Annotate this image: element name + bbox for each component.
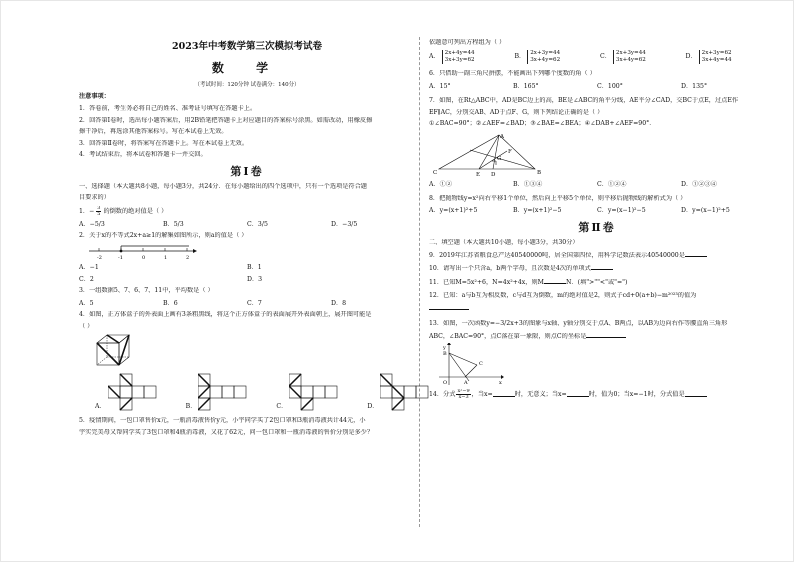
q5-stem-cont: 宇实完美母又帮同学买了3包口罩和4瓶消毒液，又花了62元，问一包口罩和一瓶消毒液的售价分别是多少？ [79, 428, 374, 436]
q5-option-a[interactable]: A． 2x+4y=44 3x+3y=62 [429, 50, 475, 64]
answer-blank[interactable] [567, 392, 589, 397]
net-figure-d [380, 373, 432, 411]
q4-stem: 4．如图，正方体盒子的外表面上画有3条粗黑线，将这个正方体盒子的表面展开外表面朝上，展开图可能是 [79, 311, 372, 319]
notice-title: 注意事项： [79, 93, 110, 101]
net-figure-a [108, 373, 160, 411]
q1-option-b[interactable]: B．5/3 [163, 220, 184, 228]
left-column [79, 37, 415, 437]
q1-options [79, 221, 415, 229]
q7-statements: ①∠BAC=90°；②∠AEF=∠BAD；③∠BAE=∠BEA；④∠DAB+∠AEF=90°． [429, 120, 656, 128]
answer-blank[interactable] [591, 265, 613, 270]
q4-stem-cont: （ ） [79, 322, 94, 330]
q5-stem: 5．疫情期间，一包口罩售价x元，一瓶消毒液售价y元，小宇同学买了2包口罩和3瓶消毒液共计44元，小 [79, 417, 366, 425]
q5-options [429, 50, 765, 64]
notice-item: 4．考试结束后，将本试卷和答题卡一并交回。 [79, 151, 207, 159]
axis-label: x [499, 380, 502, 387]
q5-continued: 依题意可列出方程组为（ ） [429, 39, 506, 46]
equation-system: 2x+3y=62 3x+4y=44 [699, 50, 732, 64]
net-option-d[interactable]: D． [367, 373, 432, 411]
q13-cont: ABC，∠BAC=90°，点C落在第一象限，则点C的坐标是 [429, 333, 765, 341]
point-label: G [497, 155, 502, 162]
section2-heading: 第Ⅱ卷 [578, 220, 616, 234]
q6-options [429, 83, 765, 91]
q1-option-a[interactable]: A．−5/3 [79, 220, 105, 228]
q2-option-b[interactable]: B．1 [247, 263, 262, 271]
q14-fraction: x²−9 x−3 [457, 389, 470, 401]
q3-option-d[interactable]: D．8 [331, 299, 347, 307]
exam-title: 2023年中考数学第三次模拟考试卷 [172, 41, 322, 52]
answer-blank[interactable] [685, 252, 707, 257]
section1-intro: 一、选择题（本大题共8小题，每小题3分，共24分．在每小题给出的四个选项中，只有一个选项是符合题 [79, 182, 367, 190]
q3-stem: 3．一组数据5、7、6、7、11中，平均数是（ ） [79, 287, 214, 295]
point-label: F [508, 148, 512, 155]
section2-intro: 二、填空题（本大题共10小题，每小题3分，共30分） [429, 238, 579, 246]
q14: 14．分式 x²−9 x−3 ，当x= 时，无意义；当x= 时，值为0；当x=−1时，分式值是 [429, 389, 765, 400]
q8-options [429, 207, 765, 215]
cube-figure [95, 333, 135, 367]
right-column [429, 39, 765, 400]
q12: 12．已知：a与b互为相反数，c与d互为倒数，m的绝对值是2，则式子cd+0(a+b)−m²⁰²³的值为 [429, 292, 697, 300]
point-label: O [443, 380, 448, 387]
net-option-c[interactable]: C． [276, 373, 341, 411]
point-label: A [500, 133, 504, 140]
coordinate-figure [435, 343, 505, 387]
net-option-b[interactable]: B． [186, 373, 251, 411]
q5-option-c[interactable]: C． 2x+3y=44 3x+4y=62 [600, 50, 646, 64]
column-divider [419, 37, 420, 527]
point-label: B [443, 351, 447, 358]
equation-system: 2x+4y=44 3x+3y=62 [442, 50, 475, 64]
section1-heading: 第Ⅰ卷 [230, 164, 264, 178]
q1-fraction: $\frac{3}{5}$ [97, 205, 101, 217]
q5-option-d[interactable]: D． 2x+3y=62 3x+4y=44 [685, 50, 732, 64]
notice-item: 2．回答第Ⅰ卷时，选出每小题答案后，用2B铅笔把答题卡上对应题目的答案标号涂黑。如需改动，用橡皮擦 [79, 116, 373, 124]
number-line-figure [89, 244, 199, 260]
q13: 13．如图，一次函数y=−3/2x+3的图象与x轴、y轴分别交于点A、B两点，以AB为边向右作等腰直角三角形 [429, 319, 728, 327]
triangle-figure [433, 131, 543, 177]
equation-system: 2x+3y=44 3x+4y=62 [613, 50, 646, 64]
q6-option-c[interactable]: C．100° [597, 82, 623, 90]
q1-option-c[interactable]: C．3/5 [247, 220, 268, 228]
q2-option-d[interactable]: D．3 [247, 275, 263, 283]
tick-label: 2 [186, 254, 190, 260]
q3-options [79, 300, 415, 308]
q6-option-d[interactable]: D．135° [681, 82, 708, 90]
point-label: C [433, 169, 438, 176]
q12-blank-row [429, 305, 765, 313]
point-label: B [537, 169, 542, 176]
subject-heading: 数 学 [211, 60, 283, 75]
point-label: E [476, 171, 481, 177]
q7-option-d[interactable]: D．①②③④ [681, 180, 717, 188]
q8-option-b[interactable]: B．y=(x+1)²−5 [513, 207, 562, 215]
net-figure-b [198, 373, 250, 411]
tick-label: -2 [97, 254, 102, 260]
point-label: D [491, 171, 496, 177]
q5-option-b[interactable]: B． 2x+3y=44 3x+4y=62 [514, 50, 561, 64]
q2-option-a[interactable]: A．−1 [79, 263, 99, 271]
net-figure-c [289, 373, 341, 411]
point-label: A [464, 380, 468, 387]
q2-options-row2 [79, 276, 415, 284]
notice-item: 3．回答第Ⅱ卷时，将答案写在答题卡上。写在本试卷上无效。 [79, 139, 249, 147]
q7-stem: 7．如图，在Rt△ABC中，AD是BC边上的高，BE是∠ABC的角平分线，AE平分∠CAD，交BC于点E，过点E作 [429, 97, 739, 105]
q8-option-a[interactable]: A．y=(x+1)²+5 [429, 207, 478, 215]
notice-item: 擦干净后，再选涂其他答案标号。写在本试卷上无效。 [79, 128, 228, 136]
tick-label: 0 [142, 254, 146, 260]
answer-blank[interactable] [586, 333, 626, 338]
q7-option-c[interactable]: C．①②④ [597, 180, 627, 188]
q10: 10．请写出一个只含a，b两个字母，且次数是4次的单项式 [429, 265, 765, 273]
q2-stem: 2．关于x的不等式2x+a≥1的解集如图所示，则a的值是（ ） [79, 232, 248, 240]
q6-stem: 6．只借助一副三角尺拼摆，不能画出下列哪个度数的角（ ） [429, 70, 596, 78]
answer-blank[interactable] [685, 392, 707, 397]
q8-option-d[interactable]: D．y=(x−1)²+5 [681, 207, 730, 215]
q6-option-b[interactable]: B．165° [513, 82, 539, 90]
q1-stem: 1．− $\frac{3}{5}$ 的倒数的绝对值是（ ） [79, 205, 168, 217]
q3-option-b[interactable]: B．6 [163, 299, 178, 307]
answer-blank[interactable] [493, 392, 515, 397]
tick-label: 1 [164, 254, 168, 260]
q7-stem-cont: EF∥AC，分别交AB、AD于点F、G，则下列结论正确的是（ ） [429, 108, 604, 116]
net-option-a[interactable]: A． [95, 373, 160, 411]
net-options [95, 373, 415, 411]
equation-system: 2x+3y=44 3x+4y=62 [527, 50, 560, 64]
q7-options [429, 181, 765, 189]
q7-option-b[interactable]: B．①③④ [513, 180, 543, 188]
exam-meta: （考试时间：120分钟 试卷满分：140分） [194, 82, 300, 88]
point-label: C [479, 361, 483, 368]
q6-option-a[interactable]: A．15° [429, 82, 451, 90]
q11: 11．已知M=5x²+6，N=4x²+4x，则M N．(填">""<"或"=") [429, 278, 628, 286]
q8-stem: 8．把抛物线y=x²向右平移1个单位，然后向上平移5个单位，则平移后抛物线的解析式为（ ） [429, 194, 687, 202]
q9: 9．2019年江苏省粮食总产达40540000吨，居全国第四位，用科学记数法表示40540000是 [429, 252, 765, 260]
q8-option-c[interactable]: C．y=(x−1)²−5 [597, 207, 646, 215]
notice-item: 1．答卷前，考生务必将自己的姓名、准考证号填写在答题卡上。 [79, 104, 257, 112]
answer-blank[interactable] [544, 279, 566, 284]
q3-option-c[interactable]: C．7 [247, 299, 262, 307]
section1-intro-cont: 目要求的） [79, 194, 110, 202]
q7-option-a[interactable]: A．①② [429, 180, 453, 188]
q1-option-d[interactable]: D．−3/5 [331, 220, 358, 228]
tick-label: -1 [118, 254, 123, 260]
q2-options [79, 264, 415, 272]
axis-label: y [443, 345, 446, 352]
q2-option-c[interactable]: C．2 [79, 275, 94, 283]
answer-blank[interactable] [429, 305, 469, 310]
q3-option-a[interactable]: A．5 [79, 299, 94, 307]
